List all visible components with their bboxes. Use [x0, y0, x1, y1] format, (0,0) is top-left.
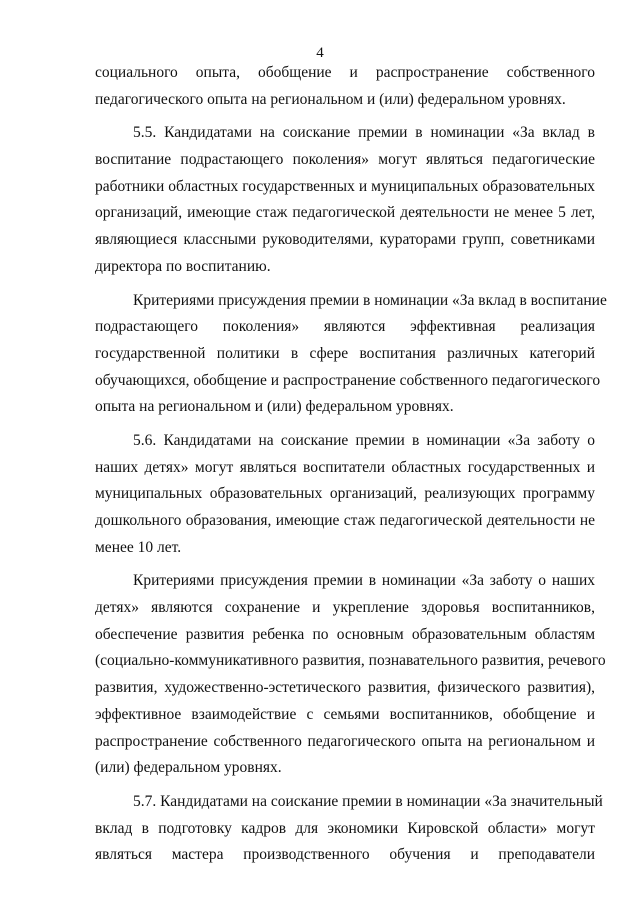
text-line: воспитание подрастающего поколения» могут являться педагогические: [95, 151, 595, 169]
text-line: наших детях» могут являться воспитатели областных государственных и: [95, 458, 595, 476]
text-line: вклад в подготовку кадров для экономики Кировской области» могут: [95, 819, 595, 837]
paragraph-criteria-5-6: [95, 568, 606, 782]
text-line: 5.5. Кандидатами на соискание премии в номинации «За вклад в: [133, 124, 595, 142]
paragraph-5-6: [95, 428, 595, 561]
page-number: 4: [316, 45, 324, 61]
text-line: организаций, имеющие стаж педагогической деятельности не менее 5 лет,: [95, 204, 595, 222]
text-line: (или) федеральном уровнях.: [95, 759, 282, 777]
text-line: Критериями присуждения премии в номинации «За заботу о наших: [133, 572, 595, 590]
text-line: обеспечение развития ребенка по основным образовательным областям: [95, 625, 595, 643]
paragraph-5-5: [95, 120, 595, 280]
text-line: директора по воспитанию.: [95, 257, 271, 275]
text-line: обучающихся, обобщение и распространение собственного педагогического: [95, 371, 601, 389]
text-line: развития, художественно-эстетического развития, физического развития),: [95, 679, 595, 697]
text-line: являющиеся классными руководителями, кураторами групп, советниками: [95, 231, 595, 249]
paragraph-5-7: [95, 789, 603, 869]
text-line: распространение собственного педагогического опыта на региональном и: [95, 732, 595, 750]
text-line: менее 10 лет.: [95, 538, 182, 556]
text-line: Критериями присуждения премии в номинации «За вклад в воспитание: [133, 291, 607, 309]
text-line: муниципальных образовательных организаций, реализующих программу: [95, 485, 595, 503]
paragraph-criteria-5-5: [95, 288, 607, 421]
text-line: детях» являются сохранение и укрепление здоровья воспитанников,: [95, 599, 595, 617]
text-line: дошкольного образования, имеющие стаж педагогической деятельности не: [95, 512, 595, 529]
text-line: являться мастера производственного обучения и преподаватели: [95, 846, 595, 864]
text-line: (социально-коммуникативного развития, познавательного развития, речевого: [95, 652, 606, 670]
text-line: педагогического опыта на региональном и (или) федеральном уровнях.: [95, 90, 566, 108]
text-line: государственной политики в сфере воспитания различных категорий: [95, 344, 595, 362]
text-line: социального опыта, обобщение и распространение собственного: [95, 64, 595, 81]
text-line: эффективное взаимодействие с семьями воспитанников, обобщение и: [95, 705, 595, 723]
text-line: 5.6. Кандидатами на соискание премии в номинации «За заботу о: [133, 431, 595, 449]
text-line: опыта на региональном и (или) федеральном уровнях.: [95, 398, 454, 416]
paragraph-continuation: [95, 60, 595, 113]
text-line: подрастающего поколения» являются эффективная реализация: [95, 318, 595, 336]
document-body: [95, 60, 607, 869]
text-line: работники областных государственных и муниципальных образовательных: [95, 177, 595, 195]
text-line: 5.7. Кандидатами на соискание премии в номинации «За значительный: [133, 792, 603, 810]
